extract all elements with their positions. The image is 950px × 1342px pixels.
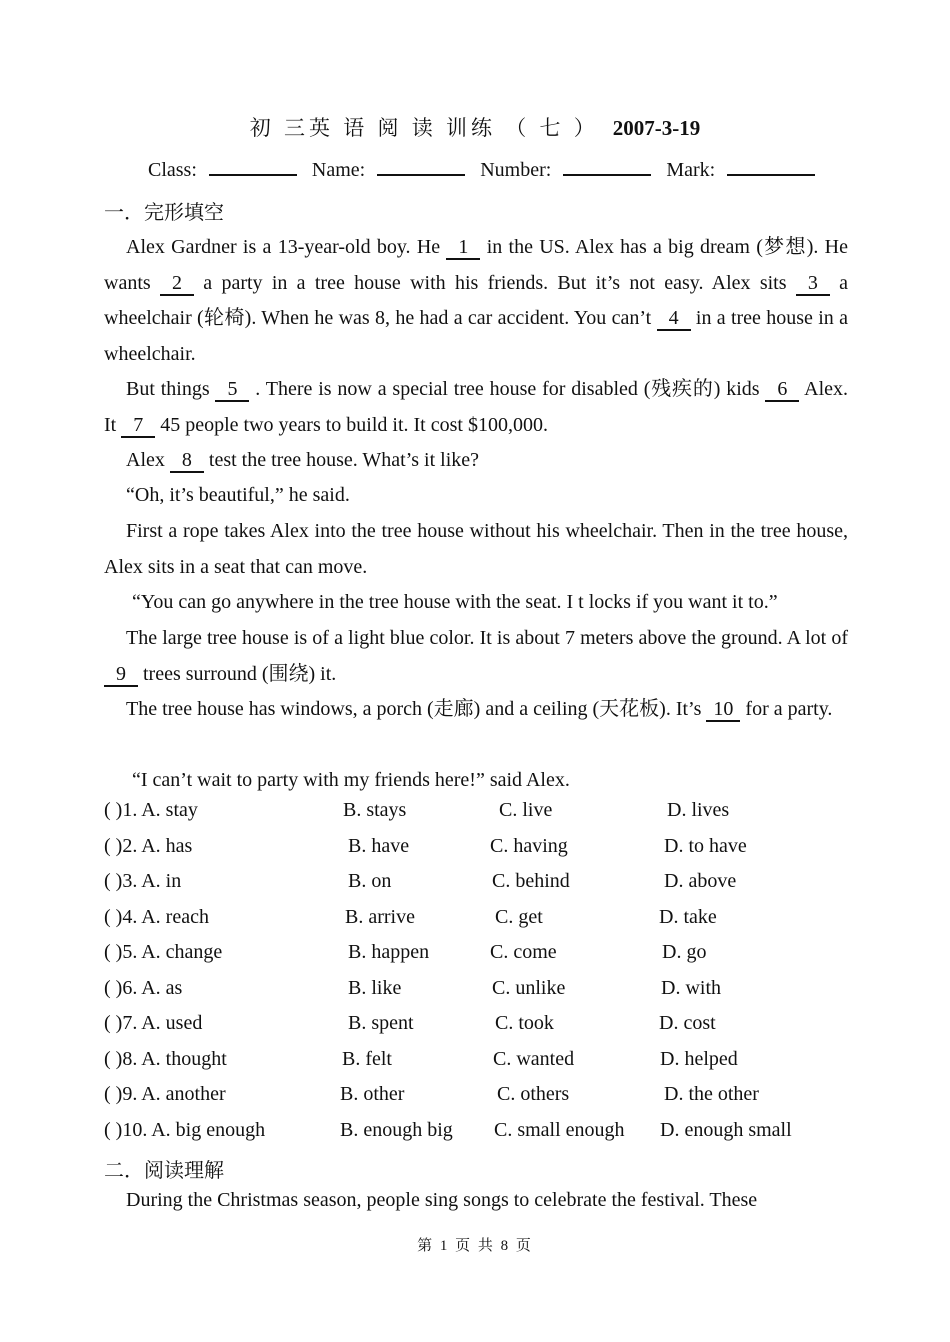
text: But things (126, 378, 216, 400)
question-option-b: B. stays (343, 799, 407, 821)
question-option-c: C. unlike (492, 976, 566, 999)
text: in the US. Alex has a big dream (梦想). He wants (104, 236, 848, 294)
question-option-a: ( )5. A. change (104, 941, 223, 963)
blank-5: 5 (215, 378, 249, 402)
text: Alex (126, 449, 170, 471)
section-reading-heading: 二．阅读理解 (104, 1160, 224, 1182)
cloze-paragraph-2 (104, 372, 848, 443)
blank-3: 3 (796, 272, 830, 296)
text: a party in a tree house with his friends. But it’s not easy. Alex sits (193, 271, 796, 294)
cloze-paragraph-7 (104, 621, 848, 692)
question-option-c: C. wanted (493, 1047, 575, 1070)
class-label: Class: (148, 159, 197, 181)
question-option-a: ( )6. A. as (104, 976, 183, 999)
question-option-d: D. go (662, 941, 707, 963)
question-option-d: D. lives (667, 799, 730, 821)
cloze-paragraph-8 (104, 692, 848, 728)
number-label: Number: (480, 159, 552, 181)
question-option-a: ( )10. A. big enough (104, 1118, 266, 1141)
cloze-paragraph-3 (104, 443, 848, 479)
question-option-b: B. happen (348, 941, 430, 963)
question-option-a: ( )4. A. reach (104, 905, 209, 928)
question-option-d: D. the other (664, 1083, 759, 1105)
blank-8: 8 (170, 449, 204, 473)
question-option-d: D. with (661, 976, 721, 999)
question-option-b: B. spent (348, 1012, 414, 1034)
blank-6: 6 (765, 378, 799, 402)
question-option-a: ( )8. A. thought (104, 1047, 227, 1070)
text: in a tree house in a wheelchair. (104, 307, 848, 365)
question-option-b: B. arrive (345, 905, 415, 928)
question-option-a: ( )3. A. in (104, 870, 182, 892)
question-option-c: C. behind (492, 870, 570, 892)
question-option-a: ( )1. A. stay (104, 799, 198, 821)
blank-9: 9 (104, 663, 138, 687)
question-option-c: C. come (490, 941, 557, 963)
question-option-a: ( )2. A. has (104, 834, 193, 857)
question-option-c: C. others (497, 1083, 570, 1105)
text: a wheelchair (轮椅). When he was 8, he had a car accident. You can’t (104, 271, 848, 329)
page-footer: 第 1 页 共 8 页 (417, 1238, 533, 1254)
section-cloze-heading: 一．完形填空 (104, 202, 224, 224)
text: test the tree house. What’s it like? (203, 449, 479, 471)
question-option-c: C. small enough (494, 1118, 625, 1141)
text: . There is now a special tree house for disabled (残疾的) kids (249, 378, 766, 400)
question-option-b: B. on (348, 870, 392, 892)
text: 45 people two years to build it. It cost $100,000. (155, 413, 548, 436)
page-title (0, 112, 950, 142)
class-blank[interactable] (209, 156, 297, 176)
name-label: Name: (311, 159, 366, 181)
question-option-d: D. helped (660, 1047, 738, 1070)
question-option-b: B. felt (342, 1047, 392, 1070)
question-option-a: ( )9. A. another (104, 1083, 226, 1105)
question-option-a: ( )7. A. used (104, 1012, 203, 1034)
title-chinese: 初 三英 语 阅 读 训练 （ 七 ） (249, 116, 599, 140)
question-option-b: B. other (340, 1083, 405, 1105)
question-option-d: D. to have (664, 834, 747, 857)
reading-paragraph-1: During the Christmas season, people sing songs to celebrate the festival. These (126, 1189, 758, 1211)
question-option-d: D. take (659, 905, 717, 928)
question-option-b: B. have (348, 834, 410, 857)
mark-blank[interactable] (727, 156, 815, 176)
text: Alex. It (104, 378, 848, 436)
cloze-paragraph-5: First a rope takes Alex into the tree house without his wheelchair. Then in the tree house, Alex sits in a seat that can move. (104, 520, 848, 578)
question-option-b: B. enough big (340, 1118, 453, 1141)
blank-2: 2 (160, 272, 194, 296)
question-option-c: C. live (499, 799, 553, 821)
text: for a party. (740, 698, 833, 720)
text: The tree house has windows, a porch (走廊) and a ceiling (天花板). It’s (126, 698, 707, 720)
blank-7: 7 (121, 414, 155, 438)
cloze-paragraph-6: “You can go anywhere in the tree house with the seat. I t locks if you want it to.” (132, 591, 778, 613)
blank-10: 10 (706, 698, 740, 722)
number-blank[interactable] (563, 156, 651, 176)
question-option-c: C. having (490, 834, 568, 857)
question-option-b: B. like (348, 976, 402, 999)
blank-1: 1 (446, 236, 480, 260)
title-date: 2007-3-19 (612, 116, 701, 140)
question-option-d: D. above (664, 870, 737, 892)
cloze-paragraph-4: “Oh, it’s beautiful,” he said. (126, 484, 350, 506)
question-option-d: D. enough small (660, 1118, 792, 1141)
text: Alex Gardner is a 13-year-old boy. He (126, 236, 447, 258)
text: The large tree house is of a light blue color. It is about 7 meters above the ground. A lot of (126, 627, 848, 649)
student-info-row (148, 156, 825, 182)
question-option-c: C. took (495, 1012, 554, 1034)
mark-label: Mark: (666, 159, 716, 181)
question-option-c: C. get (495, 905, 543, 928)
name-blank[interactable] (377, 156, 465, 176)
text: trees surround (围绕) it. (138, 662, 337, 685)
cloze-paragraph-1 (104, 230, 848, 372)
blank-4: 4 (657, 307, 691, 331)
question-option-d: D. cost (659, 1012, 716, 1034)
cloze-paragraph-9: “I can’t wait to party with my friends here!” said Alex. (132, 769, 570, 791)
